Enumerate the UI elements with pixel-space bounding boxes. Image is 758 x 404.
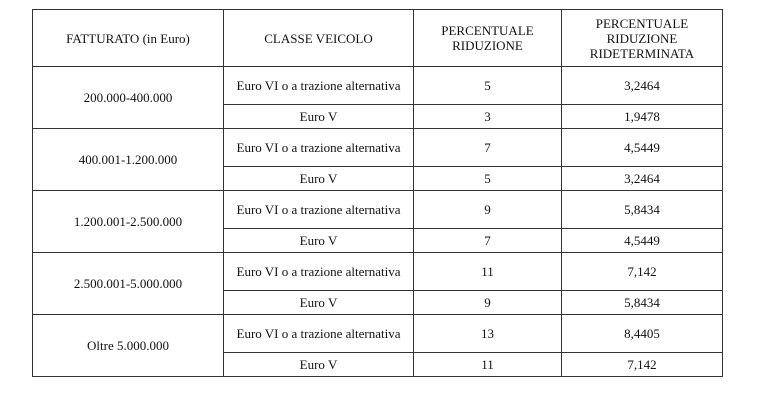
revenue-cell: 400.001-1.200.000 <box>33 129 224 191</box>
reduction-cell: 3 <box>414 105 562 129</box>
table-row <box>33 129 723 167</box>
revenue-cell: 200.000-400.000 <box>33 67 224 129</box>
vehicle-class-cell: Euro V <box>224 291 414 315</box>
reduction-cell: 11 <box>414 353 562 377</box>
vehicle-class-cell: Euro VI o a trazione alternativa <box>224 253 414 291</box>
vehicle-class-cell: Euro VI o a trazione alternativa <box>224 191 414 229</box>
header-revenue: FATTURATO (in Euro) <box>33 10 224 67</box>
redetermined-cell: 3,2464 <box>562 167 723 191</box>
table-row <box>33 191 723 229</box>
vehicle-class-cell: Euro VI o a trazione alternativa <box>224 315 414 353</box>
redetermined-cell: 3,2464 <box>562 67 723 105</box>
vehicle-class-cell: Euro V <box>224 229 414 253</box>
revenue-cell: Oltre 5.000.000 <box>33 315 224 377</box>
reduction-cell: 7 <box>414 129 562 167</box>
reduction-cell: 11 <box>414 253 562 291</box>
vehicle-class-cell: Euro V <box>224 105 414 129</box>
vehicle-class-cell: Euro V <box>224 353 414 377</box>
header-redetermined-percentage: PERCENTUALE RIDUZIONE RIDETERMINATA <box>562 10 723 67</box>
table-row <box>33 253 723 291</box>
revenue-cell: 1.200.001-2.500.000 <box>33 191 224 253</box>
redetermined-cell: 7,142 <box>562 353 723 377</box>
redetermined-cell: 8,4405 <box>562 315 723 353</box>
redetermined-cell: 7,142 <box>562 253 723 291</box>
reduction-cell: 5 <box>414 167 562 191</box>
reduction-cell: 5 <box>414 67 562 105</box>
redetermined-cell: 4,5449 <box>562 229 723 253</box>
table-row <box>33 67 723 105</box>
redetermined-cell: 1,9478 <box>562 105 723 129</box>
vehicle-class-cell: Euro VI o a trazione alternativa <box>224 129 414 167</box>
header-row <box>33 10 723 67</box>
reduction-cell: 9 <box>414 191 562 229</box>
table-body <box>33 67 723 377</box>
revenue-cell: 2.500.001-5.000.000 <box>33 253 224 315</box>
vehicle-class-cell: Euro V <box>224 167 414 191</box>
redetermined-cell: 4,5449 <box>562 129 723 167</box>
header-vehicle-class: CLASSE VEICOLO <box>224 10 414 67</box>
reduction-cell: 13 <box>414 315 562 353</box>
reduction-cell: 7 <box>414 229 562 253</box>
reduction-cell: 9 <box>414 291 562 315</box>
redetermined-cell: 5,8434 <box>562 191 723 229</box>
redetermined-cell: 5,8434 <box>562 291 723 315</box>
vehicle-class-cell: Euro VI o a trazione alternativa <box>224 67 414 105</box>
reduction-table <box>32 9 723 377</box>
table-row <box>33 315 723 353</box>
header-reduction-percentage: PERCENTUALE RIDUZIONE <box>414 10 562 67</box>
table-header <box>33 10 723 67</box>
